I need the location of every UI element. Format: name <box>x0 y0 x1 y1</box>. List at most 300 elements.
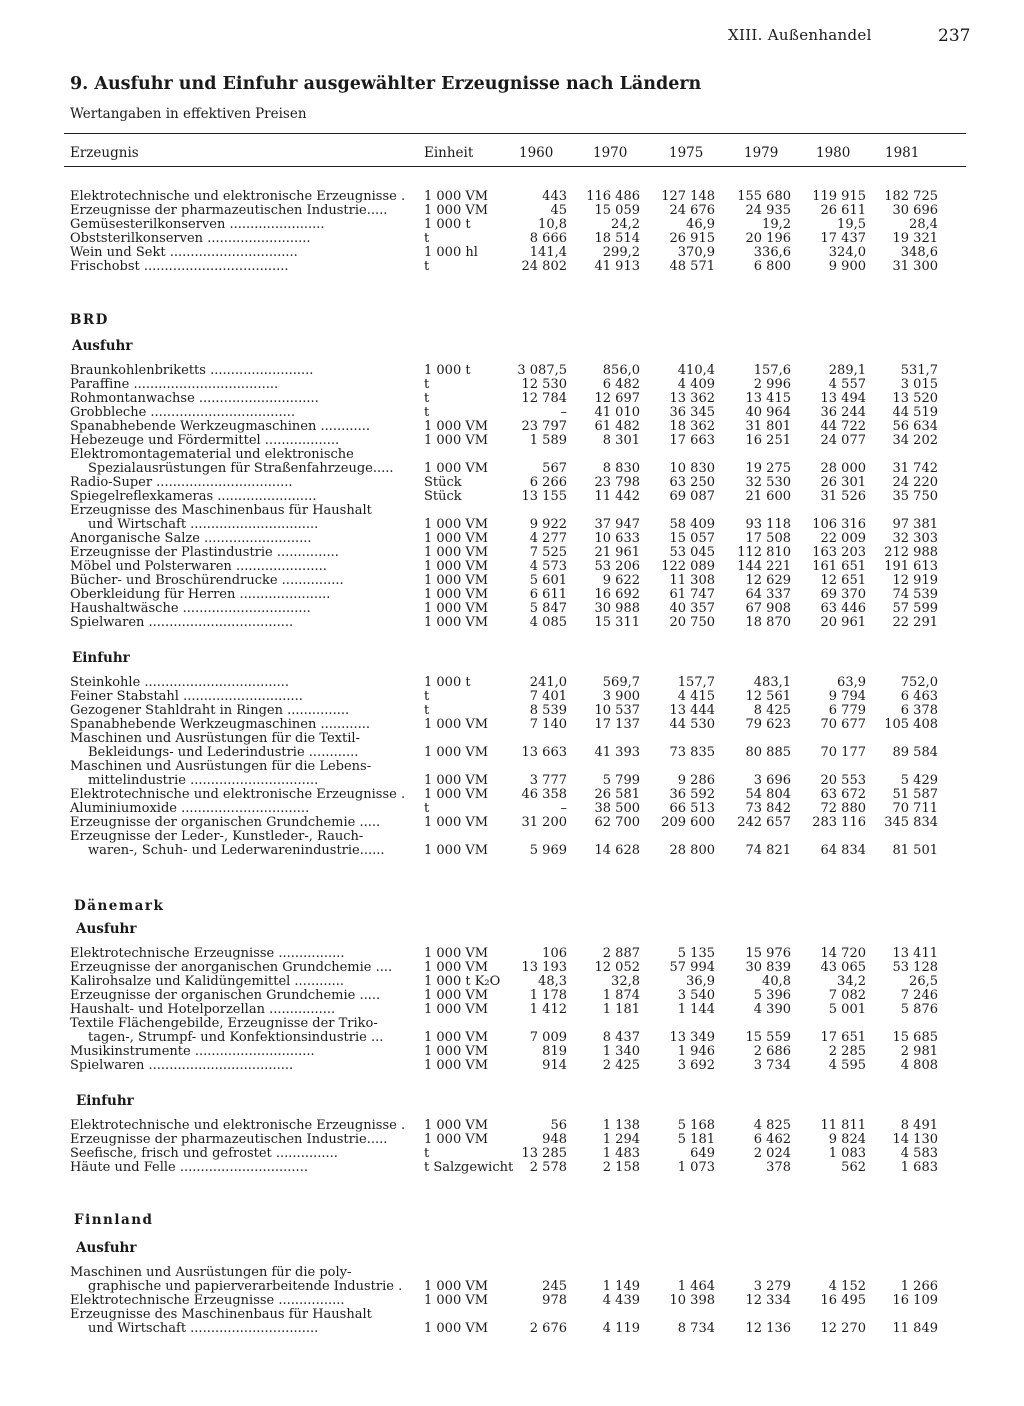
table-row <box>0 392 1024 406</box>
unit-cell: t <box>424 1146 430 1161</box>
column-header-1980: 1980 <box>816 145 851 161</box>
value-cell-1975: 209 600 <box>661 815 715 830</box>
table-row <box>0 1003 1024 1017</box>
product-label: Spiegelreflexkameras ........................ <box>70 490 317 504</box>
product-label: Erzeugnisse des Maschinenbaus für Haushalt <box>70 504 372 518</box>
product-label: Kalirohsalze und Kalidüngemittel ............ <box>70 975 345 989</box>
value-cell-1975: 36,9 <box>686 974 715 989</box>
value-cell-1981: 44 519 <box>892 405 938 420</box>
table-row <box>0 546 1024 560</box>
product-label: Bücher- und Broschürendrucke ............... <box>70 574 344 588</box>
value-cell-1980: 2 285 <box>828 1044 866 1059</box>
value-cell-1979: 483,1 <box>753 675 791 690</box>
value-cell-1975: 8 734 <box>677 1321 715 1336</box>
value-cell-1980: 4 595 <box>828 1058 866 1073</box>
product-label: Elektrotechnische Erzeugnisse ................ <box>70 947 345 961</box>
value-cell-1975: 57 994 <box>669 960 715 975</box>
unit-cell: 1 000 VM <box>424 545 489 560</box>
value-cell-1960: 4 277 <box>529 531 567 546</box>
unit-cell: 1 000 VM <box>424 1044 489 1059</box>
value-cell-1980: 31 526 <box>820 489 866 504</box>
top-rule <box>64 133 966 134</box>
value-cell-1960: 948 <box>542 1132 567 1147</box>
value-cell-1979: 15 976 <box>745 946 791 961</box>
table-row <box>0 844 1024 858</box>
value-cell-1970: 18 514 <box>594 231 640 246</box>
value-cell-1975: 46,9 <box>686 217 715 232</box>
value-cell-1981: 348,6 <box>900 245 938 260</box>
value-cell-1970: 569,7 <box>602 675 640 690</box>
value-cell-1981: 51 587 <box>892 787 938 802</box>
value-cell-1979: 40 964 <box>745 405 791 420</box>
value-cell-1980: 6 779 <box>828 703 866 718</box>
value-cell-1980: 106 316 <box>812 517 866 532</box>
value-cell-1981: 34 202 <box>892 433 938 448</box>
value-cell-1980: 19,5 <box>837 217 866 232</box>
value-cell-1970: 4 439 <box>602 1293 640 1308</box>
product-label: Paraffine ................................... <box>70 378 279 392</box>
value-cell-1975: 61 747 <box>669 587 715 602</box>
unit-cell: 1 000 VM <box>424 843 489 858</box>
value-cell-1981: 1 266 <box>900 1279 938 1294</box>
table-row <box>0 1133 1024 1147</box>
unit-cell: 1 000 VM <box>424 946 489 961</box>
table-row <box>0 1031 1024 1045</box>
column-header-unit: Einheit <box>424 145 474 161</box>
table-row <box>0 560 1024 574</box>
value-cell-1981: 15 685 <box>892 1030 938 1045</box>
value-cell-1975: 15 057 <box>669 531 715 546</box>
value-cell-1980: 20 961 <box>820 615 866 630</box>
table-row <box>0 232 1024 246</box>
table-row <box>0 406 1024 420</box>
value-cell-1979: 15 559 <box>745 1030 791 1045</box>
value-cell-1979: 6 800 <box>753 259 791 274</box>
value-cell-1975: 4 415 <box>677 689 715 704</box>
value-cell-1980: 13 494 <box>820 391 866 406</box>
product-label: Braunkohlenbriketts ......................... <box>70 364 314 378</box>
value-cell-1980: 64 834 <box>820 843 866 858</box>
value-cell-1960: 13 155 <box>521 489 567 504</box>
value-cell-1981: 11 849 <box>892 1321 938 1336</box>
value-cell-1975: 10 398 <box>669 1293 715 1308</box>
product-label: Hebezeuge und Fördermittel .................. <box>70 434 340 448</box>
table-row <box>0 574 1024 588</box>
value-cell-1981: 752,0 <box>900 675 938 690</box>
value-cell-1975: 122 089 <box>661 559 715 574</box>
unit-cell: 1 000 hl <box>424 245 478 260</box>
value-cell-1981: 182 725 <box>884 189 938 204</box>
value-cell-1981: 4 808 <box>900 1058 938 1073</box>
column-header-1960: 1960 <box>519 145 554 161</box>
product-label: Frischobst ................................... <box>70 260 289 274</box>
value-cell-1960: 978 <box>542 1293 567 1308</box>
product-label: Gemüsesterilkonserven ....................... <box>70 218 325 232</box>
product-label: Spanabhebende Werkzeugmaschinen ............ <box>70 718 371 732</box>
unit-cell: t <box>424 231 430 246</box>
value-cell-1980: 11 811 <box>820 1118 866 1133</box>
product-label: Wein und Sekt ............................... <box>70 246 298 260</box>
value-cell-1960: 443 <box>542 189 567 204</box>
value-cell-1980: 72 880 <box>820 801 866 816</box>
value-cell-1970: 11 442 <box>594 489 640 504</box>
product-label: Radio-Super ................................. <box>70 476 293 490</box>
value-cell-1960: 31 200 <box>521 815 567 830</box>
table-row <box>0 1266 1024 1280</box>
direction-heading: Ausfuhr <box>76 1240 137 1256</box>
table-row <box>0 504 1024 518</box>
value-cell-1960: 12 784 <box>521 391 567 406</box>
table-row <box>0 448 1024 462</box>
product-label: Erzeugnisse der Leder-, Kunstleder-, Rauch- <box>70 830 364 844</box>
product-label: Feiner Stabstahl ............................. <box>70 690 303 704</box>
table-row <box>0 1017 1024 1031</box>
table-row <box>0 518 1024 532</box>
value-cell-1960: 5 847 <box>529 601 567 616</box>
product-label: Erzeugnisse der organischen Grundchemie ..... <box>70 989 381 1003</box>
value-cell-1979: 17 508 <box>745 531 791 546</box>
table-row <box>0 746 1024 760</box>
value-cell-1970: 1 294 <box>602 1132 640 1147</box>
unit-cell: 1 000 VM <box>424 615 489 630</box>
value-cell-1975: 4 409 <box>677 377 715 392</box>
table-row <box>0 260 1024 274</box>
product-label: Haushaltwäsche ............................... <box>70 602 311 616</box>
table-row <box>0 676 1024 690</box>
value-cell-1960: 7 401 <box>529 689 567 704</box>
value-cell-1975: 3 540 <box>677 988 715 1003</box>
value-cell-1960: 48,3 <box>538 974 567 989</box>
value-cell-1979: 64 337 <box>745 587 791 602</box>
value-cell-1960: 2 578 <box>529 1160 567 1175</box>
value-cell-1970: 17 137 <box>594 717 640 732</box>
value-cell-1979: 20 196 <box>745 231 791 246</box>
product-label: Erzeugnisse der organischen Grundchemie ..... <box>70 816 381 830</box>
product-label: Anorganische Salze .......................... <box>70 532 312 546</box>
value-cell-1980: 22 009 <box>820 531 866 546</box>
value-cell-1981: 105 408 <box>884 717 938 732</box>
table-row <box>0 802 1024 816</box>
value-cell-1981: 19 321 <box>892 231 938 246</box>
value-cell-1975: 11 308 <box>669 573 715 588</box>
value-cell-1970: 32,8 <box>611 974 640 989</box>
value-cell-1979: 19,2 <box>762 217 791 232</box>
value-cell-1960: 141,4 <box>529 245 567 260</box>
value-cell-1975: 5 135 <box>677 946 715 961</box>
unit-cell: 1 000 VM <box>424 1132 489 1147</box>
value-cell-1980: 7 082 <box>828 988 866 1003</box>
product-label: Elektrotechnische und elektronische Erzeugnisse . <box>70 190 406 204</box>
product-label: Maschinen und Ausrüstungen für die Lebens- <box>70 760 372 774</box>
value-cell-1970: 10 633 <box>594 531 640 546</box>
value-cell-1970: 12 697 <box>594 391 640 406</box>
unit-cell: t <box>424 689 430 704</box>
product-label: Haushalt- und Hotelporzellan ................ <box>70 1003 336 1017</box>
value-cell-1980: 69 370 <box>820 587 866 602</box>
value-cell-1970: 9 622 <box>602 573 640 588</box>
value-cell-1980: 70 177 <box>820 745 866 760</box>
table-row <box>0 1322 1024 1336</box>
value-cell-1980: 16 495 <box>820 1293 866 1308</box>
unit-cell: 1 000 VM <box>424 433 489 448</box>
value-cell-1979: 30 839 <box>745 960 791 975</box>
product-label: Maschinen und Ausrüstungen für die poly- <box>70 1266 352 1280</box>
value-cell-1980: 43 065 <box>820 960 866 975</box>
value-cell-1960: 6 611 <box>529 587 567 602</box>
unit-cell: 1 000 VM <box>424 960 489 975</box>
value-cell-1981: 16 109 <box>892 1293 938 1308</box>
value-cell-1970: 1 149 <box>602 1279 640 1294</box>
unit-cell: t <box>424 405 430 420</box>
value-cell-1980: 44 722 <box>820 419 866 434</box>
value-cell-1979: 18 870 <box>745 615 791 630</box>
table-row <box>0 1294 1024 1308</box>
value-cell-1970: 16 692 <box>594 587 640 602</box>
value-cell-1975: 73 835 <box>669 745 715 760</box>
value-cell-1960: 7 140 <box>529 717 567 732</box>
product-label: graphische und papierverarbeitende Industrie . <box>88 1280 403 1294</box>
value-cell-1975: 5 181 <box>677 1132 715 1147</box>
value-cell-1979: 6 462 <box>753 1132 791 1147</box>
product-label: Obststerilkonserven ......................... <box>70 232 311 246</box>
value-cell-1975: 1 946 <box>677 1044 715 1059</box>
value-cell-1981: 2 981 <box>900 1044 938 1059</box>
product-label: Seefische, frisch und gefrostet ............... <box>70 1147 338 1161</box>
unit-cell: 1 000 VM <box>424 189 489 204</box>
column-header-1981: 1981 <box>885 145 920 161</box>
unit-cell: t <box>424 259 430 274</box>
value-cell-1960: 106 <box>542 946 567 961</box>
value-cell-1981: 345 834 <box>884 815 938 830</box>
value-cell-1975: 26 915 <box>669 231 715 246</box>
value-cell-1970: 2 425 <box>602 1058 640 1073</box>
column-header-1970: 1970 <box>593 145 628 161</box>
product-label: mittelindustrie ............................... <box>88 774 319 788</box>
value-cell-1960: 1 178 <box>529 988 567 1003</box>
product-label: Aluminiumoxide ............................... <box>70 802 310 816</box>
unit-cell: t <box>424 801 430 816</box>
value-cell-1960: 8 666 <box>529 231 567 246</box>
product-label: Spanabhebende Werkzeugmaschinen ............ <box>70 420 371 434</box>
value-cell-1975: 5 168 <box>677 1118 715 1133</box>
value-cell-1975: 1 073 <box>677 1160 715 1175</box>
product-label: Grobbleche ................................... <box>70 406 296 420</box>
value-cell-1979: 2 686 <box>753 1044 791 1059</box>
unit-cell: 1 000 VM <box>424 419 489 434</box>
value-cell-1975: 36 592 <box>669 787 715 802</box>
value-cell-1970: 37 947 <box>594 517 640 532</box>
value-cell-1979: 31 801 <box>745 419 791 434</box>
value-cell-1960: 10,8 <box>538 217 567 232</box>
table-row <box>0 490 1024 504</box>
product-label: und Wirtschaft ............................... <box>88 1322 319 1336</box>
product-label: Erzeugnisse der anorganischen Grundchemie .... <box>70 961 393 975</box>
value-cell-1975: 410,4 <box>677 363 715 378</box>
value-cell-1979: 155 680 <box>737 189 791 204</box>
value-cell-1980: 63 672 <box>820 787 866 802</box>
unit-cell: 1 000 VM <box>424 1279 489 1294</box>
value-cell-1970: 8 437 <box>602 1030 640 1045</box>
value-cell-1975: 63 250 <box>669 475 715 490</box>
value-cell-1981: 35 750 <box>892 489 938 504</box>
value-cell-1979: 12 334 <box>745 1293 791 1308</box>
value-cell-1981: 97 381 <box>892 517 938 532</box>
value-cell-1960: 5 601 <box>529 573 567 588</box>
value-cell-1981: 31 300 <box>892 259 938 274</box>
value-cell-1970: 14 628 <box>594 843 640 858</box>
value-cell-1975: 1 144 <box>677 1002 715 1017</box>
value-cell-1975: 13 362 <box>669 391 715 406</box>
value-cell-1970: 8 301 <box>602 433 640 448</box>
product-label: Bekleidungs- und Lederindustrie ............ <box>88 746 359 760</box>
value-cell-1970: 1 874 <box>602 988 640 1003</box>
value-cell-1970: 15 059 <box>594 203 640 218</box>
value-cell-1975: 44 530 <box>669 717 715 732</box>
value-cell-1970: 3 900 <box>602 689 640 704</box>
value-cell-1960: 13 285 <box>521 1146 567 1161</box>
value-cell-1975: 36 345 <box>669 405 715 420</box>
value-cell-1970: 856,0 <box>602 363 640 378</box>
value-cell-1979: 112 810 <box>737 545 791 560</box>
value-cell-1975: 127 148 <box>661 189 715 204</box>
table-row <box>0 364 1024 378</box>
value-cell-1980: 4 557 <box>828 377 866 392</box>
value-cell-1980: 9 824 <box>828 1132 866 1147</box>
value-cell-1980: 119 915 <box>812 189 866 204</box>
table-row <box>0 1147 1024 1161</box>
country-heading: Finnland <box>74 1212 154 1228</box>
value-cell-1979: 378 <box>766 1160 791 1175</box>
product-label: Oberkleidung für Herren ...................... <box>70 588 331 602</box>
value-cell-1980: 163 203 <box>812 545 866 560</box>
value-cell-1970: 1 181 <box>602 1002 640 1017</box>
value-cell-1960: 241,0 <box>529 675 567 690</box>
product-label: Möbel und Polsterwaren ...................... <box>70 560 327 574</box>
value-cell-1981: 3 015 <box>900 377 938 392</box>
column-header-1975: 1975 <box>669 145 704 161</box>
table-row <box>0 732 1024 746</box>
product-label: Spielwaren ................................... <box>70 1059 294 1073</box>
value-cell-1980: 1 083 <box>828 1146 866 1161</box>
unit-cell: t <box>424 391 430 406</box>
unit-cell: 1 000 t <box>424 675 471 690</box>
value-cell-1979: 67 908 <box>745 601 791 616</box>
value-cell-1975: 17 663 <box>669 433 715 448</box>
value-cell-1975: 40 357 <box>669 601 715 616</box>
value-cell-1960: – <box>560 405 567 420</box>
value-cell-1981: 32 303 <box>892 531 938 546</box>
value-cell-1980: 17 437 <box>820 231 866 246</box>
value-cell-1981: 1 683 <box>900 1160 938 1175</box>
product-label: Musikinstrumente ............................. <box>70 1045 315 1059</box>
table-row <box>0 1045 1024 1059</box>
value-cell-1960: 3 777 <box>529 773 567 788</box>
value-cell-1970: 21 961 <box>594 545 640 560</box>
value-cell-1960: 567 <box>542 461 567 476</box>
value-cell-1960: 8 539 <box>529 703 567 718</box>
value-cell-1975: 69 087 <box>669 489 715 504</box>
table-row <box>0 718 1024 732</box>
value-cell-1980: 63 446 <box>820 601 866 616</box>
table-row <box>0 947 1024 961</box>
value-cell-1960: 2 676 <box>529 1321 567 1336</box>
table-row <box>0 1280 1024 1294</box>
value-cell-1975: 48 571 <box>669 259 715 274</box>
unit-cell: 1 000 t <box>424 217 471 232</box>
value-cell-1981: 7 246 <box>900 988 938 1003</box>
value-cell-1960: 819 <box>542 1044 567 1059</box>
value-cell-1979: 3 696 <box>753 773 791 788</box>
value-cell-1979: 32 530 <box>745 475 791 490</box>
unit-cell: 1 000 VM <box>424 815 489 830</box>
value-cell-1979: 12 136 <box>745 1321 791 1336</box>
table-row <box>0 378 1024 392</box>
value-cell-1981: 24 220 <box>892 475 938 490</box>
value-cell-1980: 36 244 <box>820 405 866 420</box>
value-cell-1970: 6 482 <box>602 377 640 392</box>
value-cell-1975: 370,9 <box>677 245 715 260</box>
value-cell-1960: 7 009 <box>529 1030 567 1045</box>
value-cell-1970: 61 482 <box>594 419 640 434</box>
value-cell-1981: 70 711 <box>892 801 938 816</box>
product-label: Elektrotechnische Erzeugnisse ................ <box>70 1294 345 1308</box>
value-cell-1970: 62 700 <box>594 815 640 830</box>
product-label: Erzeugnisse des Maschinenbaus für Haushalt <box>70 1308 372 1322</box>
unit-cell: 1 000 VM <box>424 1030 489 1045</box>
value-cell-1970: 38 500 <box>594 801 640 816</box>
value-cell-1960: 12 530 <box>521 377 567 392</box>
value-cell-1975: 9 286 <box>677 773 715 788</box>
unit-cell: 1 000 VM <box>424 773 489 788</box>
value-cell-1980: 4 152 <box>828 1279 866 1294</box>
product-label: Maschinen und Ausrüstungen für die Textil- <box>70 732 360 746</box>
value-cell-1979: 3 734 <box>753 1058 791 1073</box>
product-label: Steinkohle ................................... <box>70 676 290 690</box>
value-cell-1980: 28 000 <box>820 461 866 476</box>
value-cell-1979: 12 561 <box>745 689 791 704</box>
value-cell-1979: 40,8 <box>762 974 791 989</box>
table-row <box>0 1059 1024 1073</box>
value-cell-1980: 283 116 <box>812 815 866 830</box>
value-cell-1970: 24,2 <box>611 217 640 232</box>
value-cell-1981: 74 539 <box>892 587 938 602</box>
value-cell-1960: 23 797 <box>521 419 567 434</box>
value-cell-1970: 41 393 <box>594 745 640 760</box>
value-cell-1970: 23 798 <box>594 475 640 490</box>
table-row <box>0 476 1024 490</box>
value-cell-1960: 13 193 <box>521 960 567 975</box>
unit-cell: 1 000 VM <box>424 717 489 732</box>
value-cell-1970: 2 887 <box>602 946 640 961</box>
value-cell-1981: 191 613 <box>884 559 938 574</box>
value-cell-1970: 53 206 <box>594 559 640 574</box>
value-cell-1975: 58 409 <box>669 517 715 532</box>
value-cell-1981: 28,4 <box>909 217 938 232</box>
value-cell-1975: 18 362 <box>669 419 715 434</box>
value-cell-1970: 5 799 <box>602 773 640 788</box>
value-cell-1980: 9 794 <box>828 689 866 704</box>
value-cell-1960: 24 802 <box>521 259 567 274</box>
value-cell-1981: 8 491 <box>900 1118 938 1133</box>
table-row <box>0 204 1024 218</box>
unit-cell: 1 000 VM <box>424 988 489 1003</box>
unit-cell: 1 000 VM <box>424 203 489 218</box>
value-cell-1970: 116 486 <box>586 189 640 204</box>
table-title: 9. Ausfuhr und Einfuhr ausgewählter Erzeugnisse nach Ländern <box>70 74 702 94</box>
value-cell-1970: 41 913 <box>594 259 640 274</box>
product-label: Textile Flächengebilde, Erzeugnisse der Triko- <box>70 1017 378 1031</box>
unit-cell: 1 000 VM <box>424 1321 489 1336</box>
